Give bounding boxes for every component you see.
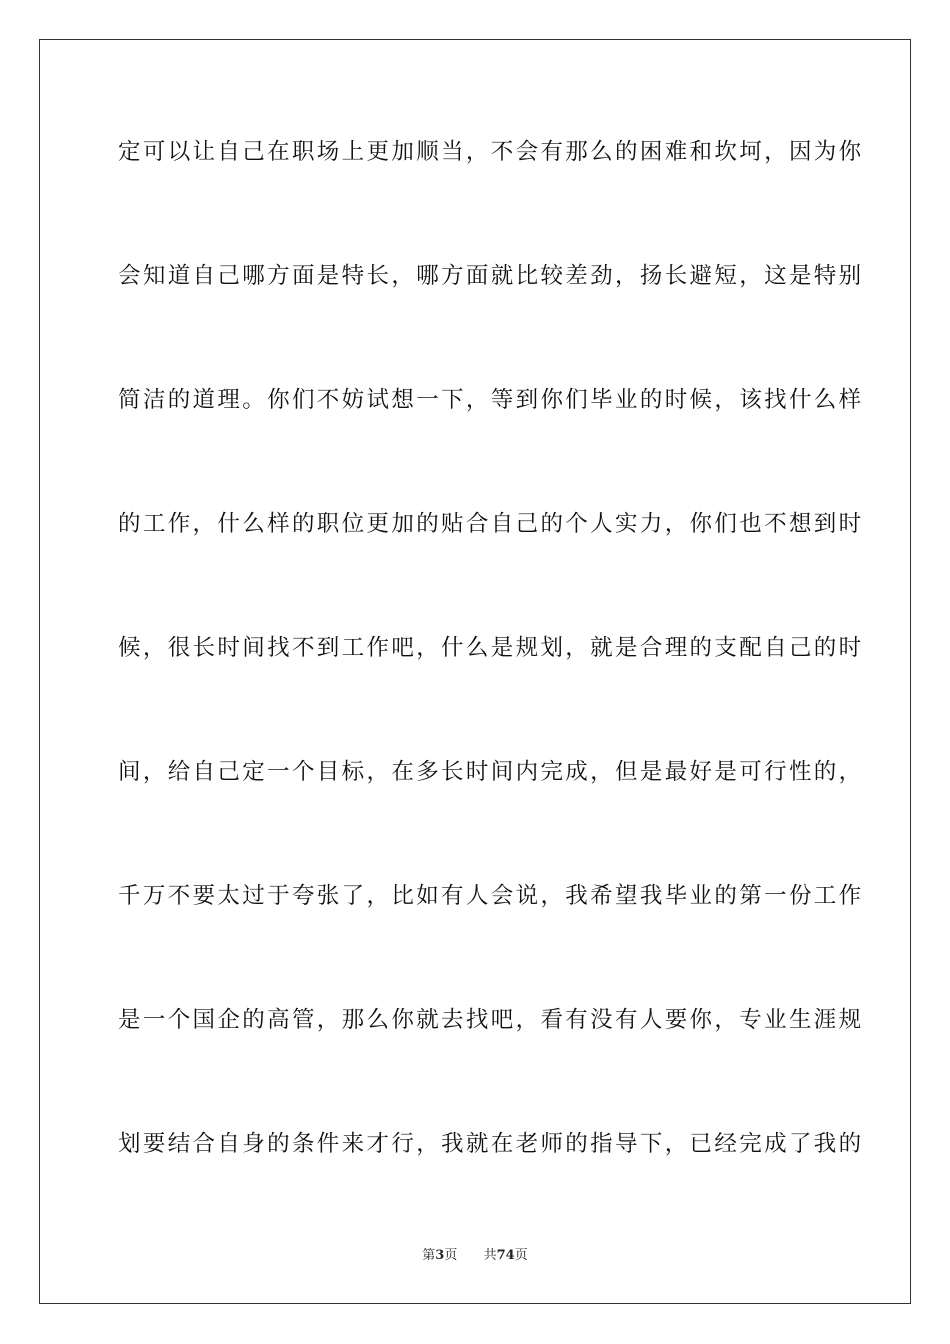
text-line-6: 间，给自己定一个目标，在多长时间内完成，但是最好是可行性的， bbox=[118, 759, 864, 785]
text-line-7: 千万不要太过于夸张了，比如有人会说，我希望我毕业的第一份工作 bbox=[118, 883, 864, 909]
page-prefix: 第 bbox=[422, 1248, 436, 1263]
body-text bbox=[118, 122, 864, 1238]
text-line-3: 简洁的道理。你们不妨试想一下，等到你们毕业的时候，该找什么样 bbox=[118, 387, 864, 413]
page-footer bbox=[0, 1246, 950, 1266]
page-suffix: 页 bbox=[444, 1248, 458, 1263]
total-prefix: 共 bbox=[483, 1248, 497, 1263]
text-line-2: 会知道自己哪方面是特长，哪方面就比较差劲，扬长避短，这是特别 bbox=[118, 263, 864, 289]
text-line-9: 划要结合自身的条件来才行，我就在老师的指导下，已经完成了我的 bbox=[118, 1131, 864, 1157]
text-line-8: 是一个国企的高管，那么你就去找吧，看有没有人要你，专业生涯规 bbox=[118, 1007, 864, 1033]
text-line-5: 候，很长时间找不到工作吧，什么是规划，就是合理的支配自己的时 bbox=[118, 635, 864, 661]
text-line-1: 定可以让自己在职场上更加顺当，不会有那么的困难和坎坷，因为你 bbox=[118, 139, 864, 165]
page-number: 3 bbox=[435, 1248, 445, 1263]
total-pages: 74 bbox=[496, 1248, 515, 1263]
total-suffix: 页 bbox=[514, 1248, 528, 1263]
text-line-4: 的工作，什么样的职位更加的贴合自己的个人实力，你们也不想到时 bbox=[118, 511, 864, 537]
